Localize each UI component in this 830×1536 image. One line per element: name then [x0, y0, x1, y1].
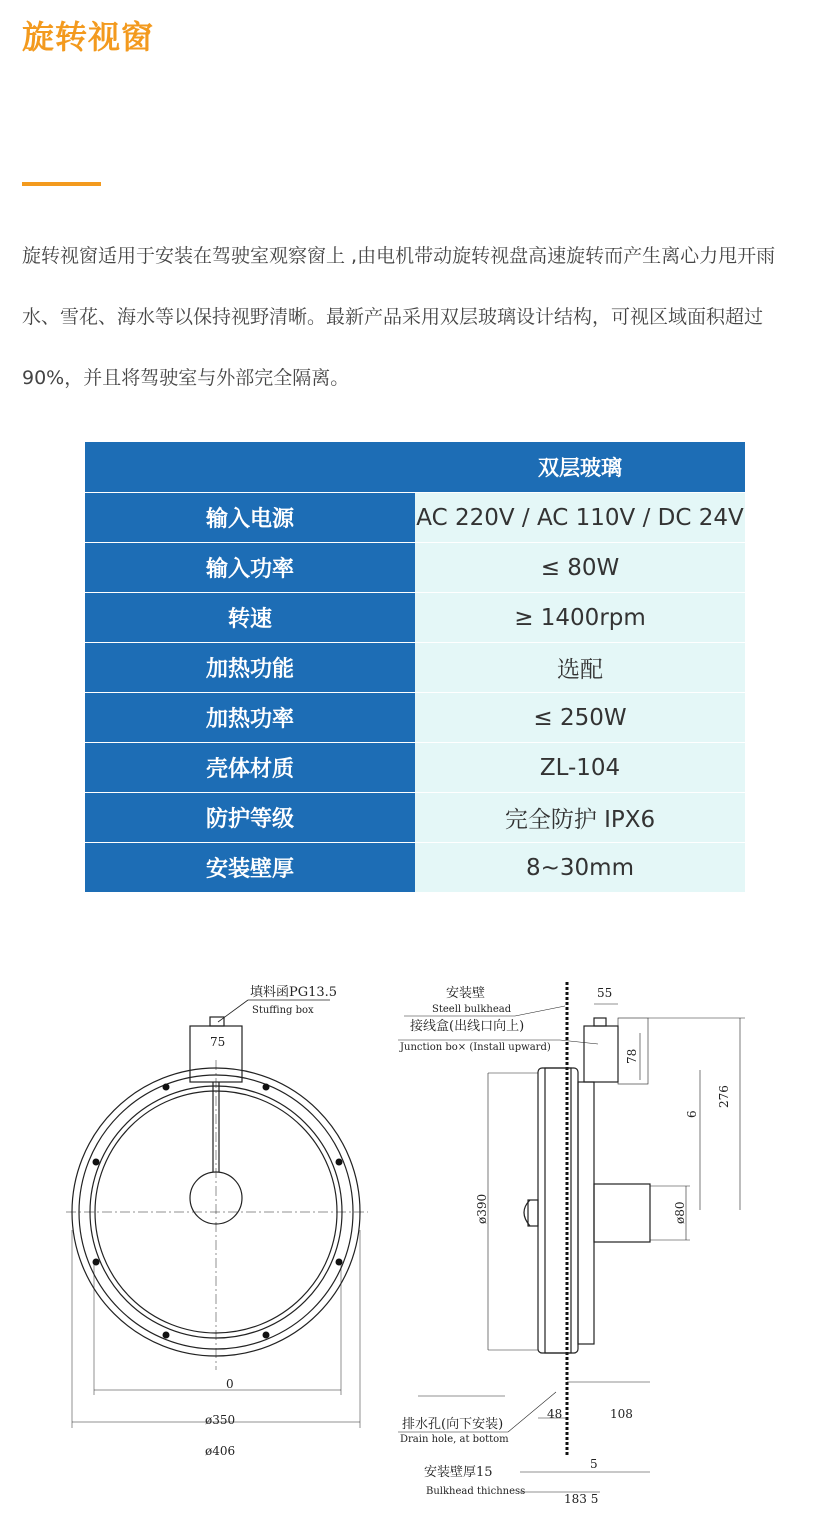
- drawing-labels: [205, 984, 731, 1506]
- outer-diameter-dim: ø406: [205, 1444, 236, 1458]
- spec-row: [85, 493, 745, 543]
- spec-row: [85, 543, 745, 593]
- front-view: [66, 1000, 368, 1428]
- bulkhead-label-cn: 安装壁: [446, 986, 486, 1001]
- dim-55: 55: [597, 986, 613, 1000]
- spec-value: ≤ 80W: [415, 543, 745, 593]
- spec-label: 转速: [85, 593, 415, 643]
- dim-48: 48: [547, 1407, 563, 1421]
- center-mark: 0: [226, 1377, 234, 1391]
- spec-label: 输入电源: [85, 493, 415, 543]
- dim-108: 108: [610, 1407, 633, 1421]
- spec-label: 安装壁厚: [85, 843, 415, 893]
- intro-line: 90%，并且将驾驶室与外部完全隔离。: [22, 367, 350, 389]
- spec-value: 选配: [415, 643, 745, 693]
- intro-line: 水、雪花、海水等以保持视野清晰。最新产品采用双层玻璃设计结构，可视区域面积超过: [22, 306, 764, 328]
- dim-390: ø390: [475, 1193, 489, 1224]
- spec-row: [85, 693, 745, 743]
- dim-1835: 183 5: [564, 1492, 599, 1506]
- stuffing-label-cn: 填料函PG13.5: [250, 985, 338, 1000]
- dim-80: ø80: [673, 1201, 687, 1224]
- spec-value: ≤ 250W: [415, 693, 745, 743]
- spec-row: [85, 593, 745, 643]
- title-underline: [22, 182, 101, 186]
- intro-line: 旋转视窗适用于安装在驾驶室观察窗上 ,由电机带动旋转视盘高速旋转而产生离心力甩开雨: [22, 245, 776, 267]
- spec-value: 完全防护 IPX6: [415, 793, 745, 843]
- technical-drawing: [0, 960, 830, 1530]
- spec-label: 加热功率: [85, 693, 415, 743]
- spec-value: 8~30mm: [415, 843, 745, 893]
- spec-value: ≥ 1400rpm: [415, 593, 745, 643]
- junction-label-cn: 接线盒(出线口向上): [410, 1019, 525, 1034]
- thickness-label-en: Bulkhead thichness: [426, 1486, 526, 1497]
- thickness-label-cn: 安装壁厚15: [424, 1465, 493, 1480]
- spec-value: AC 220V / AC 110V / DC 24V: [415, 493, 745, 543]
- side-view: [398, 982, 745, 1492]
- spec-header-blank: [85, 442, 415, 493]
- junction-label-en: Junction bo× (Install upward): [400, 1042, 551, 1053]
- spec-label: 防护等级: [85, 793, 415, 843]
- spec-label: 输入功率: [85, 543, 415, 593]
- drain-label-en: Drain hole, at bottom: [400, 1434, 509, 1445]
- spec-row: [85, 643, 745, 693]
- front-view-bolts: [93, 1084, 343, 1339]
- bulkhead-label-en: Steell bulkhead: [432, 1004, 512, 1015]
- spec-header-title: 双层玻璃: [415, 442, 745, 493]
- spec-label: 加热功能: [85, 643, 415, 693]
- dim-6: 6: [685, 1110, 699, 1118]
- dim-276: 276: [717, 1085, 731, 1108]
- spec-row: [85, 743, 745, 793]
- box-width-dim: 75: [210, 1035, 226, 1049]
- spec-value: ZL-104: [415, 743, 745, 793]
- spec-label: 壳体材质: [85, 743, 415, 793]
- drain-label-cn: 排水孔(向下安装): [402, 1417, 504, 1432]
- dim-78: 78: [625, 1048, 639, 1064]
- spec-row: [85, 843, 745, 893]
- dim-5: 5: [590, 1457, 598, 1471]
- intro-paragraph: [22, 226, 822, 409]
- spec-row: [85, 793, 745, 843]
- stuffing-label-en: Stuffing box: [252, 1005, 314, 1016]
- page-title: 旋转视窗: [22, 18, 155, 56]
- spec-table: [85, 442, 745, 892]
- inner-diameter-dim: ø350: [205, 1413, 236, 1427]
- spec-header-row: [85, 442, 745, 493]
